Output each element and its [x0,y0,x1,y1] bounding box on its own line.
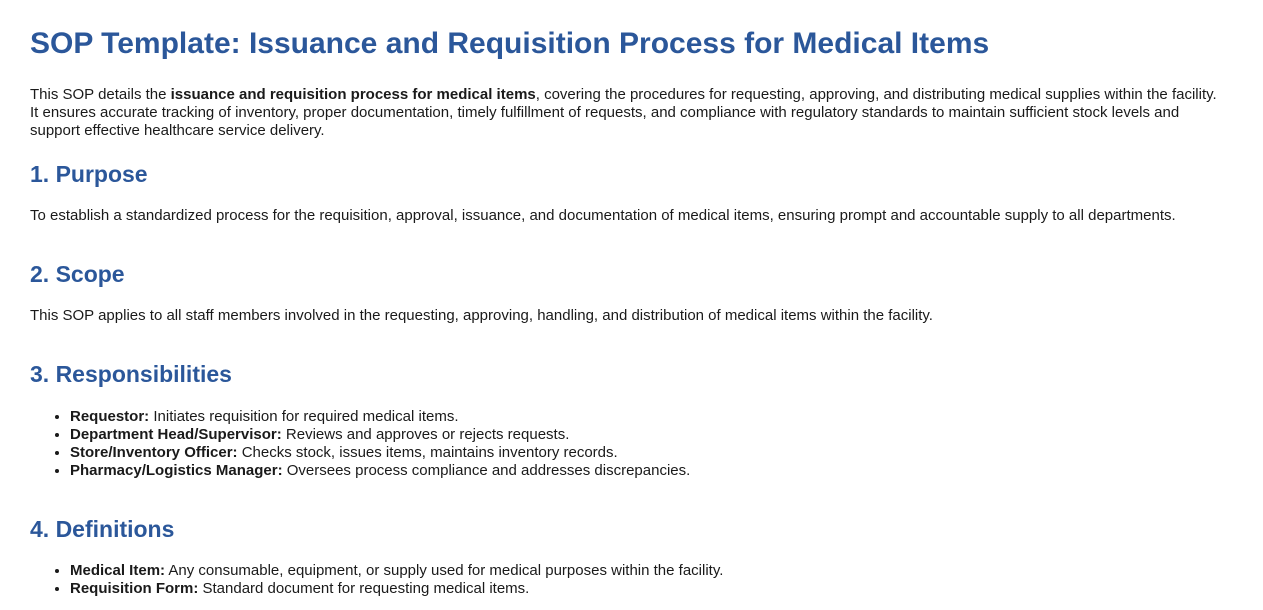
intro-text: This SOP details the [30,85,171,103]
list-item-text: Checks stock, issues items, maintains inventory records. [237,443,618,461]
page-title: SOP Template: Issuance and Requisition Process for Medical Items [30,27,990,60]
list-item-text: Reviews and approves or rejects requests. [281,425,570,443]
list-item-label: Medical Item: [70,562,166,580]
intro-text-continued: , covering the procedures for requesting, approving, and distributing medical supplies within the facility. It ensures accurate tracking of inventory, proper documentation, timely fulfillment of requests, and compliance with regulatory standards to maintain sufficient stock levels and support effective healthcare service delivery. [30,85,1217,139]
list-item-label: Department Head/Supervisor: [70,425,282,443]
list-item-requestor [70,408,1219,426]
section-heading-purpose: 1. Purpose [30,160,148,187]
list-item-department-head [70,426,1219,444]
section-heading-scope: 2. Scope [30,260,125,287]
intro-bold-phrase: issuance and requisition process for medical items [170,85,536,103]
list-item-text: Standard document for requesting medical items. [198,580,530,598]
section-heading-definitions: 4. Definitions [30,515,175,542]
list-item-store-officer [70,444,1219,462]
list-item-requisition-form [70,580,1219,598]
list-item-medical-item [70,562,1219,580]
responsibilities-list [30,408,1219,480]
list-item-label: Requisition Form: [70,580,199,598]
list-item-label: Store/Inventory Officer: [70,443,238,461]
purpose-paragraph: To establish a standardized process for the requisition, approval, issuance, and documentation of medical items, ensuring prompt and accountable supply to all departments. [30,206,1176,224]
list-item-label: Requestor: [70,407,150,425]
list-item-text: Oversees process compliance and addresses discrepancies. [282,461,691,479]
scope-paragraph: This SOP applies to all staff members involved in the requesting, approving, handling, and distribution of medical items within the facility. [30,307,933,325]
list-item-text: Initiates requisition for required medical items. [149,407,459,425]
list-item-pharmacy-manager [70,462,1219,480]
section-heading-responsibilities: 3. Responsibilities [30,361,232,388]
list-item-text: Any consumable, equipment, or supply used for medical purposes within the facility. [165,562,724,580]
intro-paragraph [30,86,1219,140]
definitions-list [30,562,1219,598]
list-item-label: Pharmacy/Logistics Manager: [70,461,283,479]
